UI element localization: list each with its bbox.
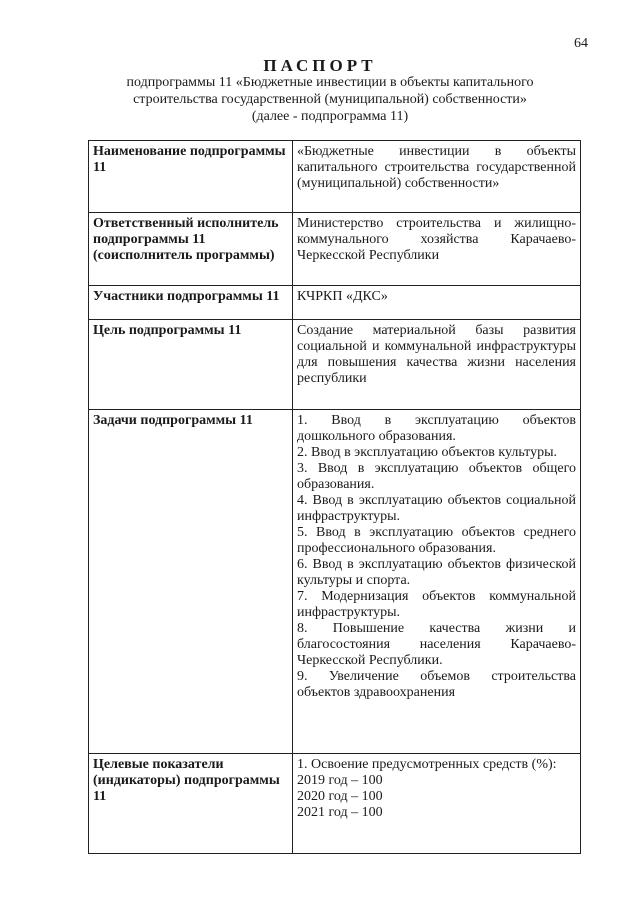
row-label: Цель подпрограммы 11 bbox=[89, 320, 293, 410]
subtitle-line: подпрограммы 11 «Бюджетные инвестиции в объекты капитального bbox=[126, 75, 534, 90]
list-item: 1. Освоение предусмотренных средств (%): bbox=[297, 757, 557, 772]
subtitle-line: строительства государственной (муниципальной) собственности» bbox=[133, 92, 527, 107]
subtitle-line: (далее - подпрограмма 11) bbox=[251, 109, 409, 124]
row-value: КЧРКП «ДКС» bbox=[293, 286, 581, 320]
document-title: ПАСПОРТ bbox=[263, 56, 377, 75]
row-label: Задачи подпрограммы 11 bbox=[89, 410, 293, 754]
table-row-name bbox=[89, 141, 581, 213]
table-row-executor bbox=[89, 213, 581, 286]
row-value: «Бюджетные инвестиции в объекты капитального строительства государственной (муниципальной) собственности» bbox=[293, 141, 581, 213]
row-label: Наименование подпрограммы 11 bbox=[89, 141, 293, 213]
list-item: 1. Ввод в эксплуатацию объектов дошкольного образования. bbox=[297, 413, 576, 444]
list-item: 2019 год – 100 bbox=[297, 773, 383, 788]
list-item: 2021 год – 100 bbox=[297, 805, 383, 820]
list-item: 5. Ввод в эксплуатацию объектов среднего профессионального образования. bbox=[297, 525, 576, 556]
row-label: Участники подпрограммы 11 bbox=[89, 286, 293, 320]
list-item: 9. Увеличение объемов строительства объектов здравоохранения bbox=[297, 669, 576, 700]
row-value-list bbox=[293, 410, 581, 754]
document-subtitle bbox=[95, 74, 565, 125]
table-row-goal bbox=[89, 320, 581, 410]
row-value: Создание материальной базы развития социальной и коммунальной инфраструктуры для повышения качества жизни населения республики bbox=[293, 320, 581, 410]
table-row-tasks bbox=[89, 410, 581, 754]
list-item: 6. Ввод в эксплуатацию объектов физической культуры и спорта. bbox=[297, 557, 576, 588]
list-item: 2. Ввод в эксплуатацию объектов культуры. bbox=[297, 445, 558, 460]
page-number: 64 bbox=[574, 36, 588, 51]
list-item: 8. Повышение качества жизни и благосостояния населения Карачаево-Черкесской Республики. bbox=[297, 621, 576, 668]
row-label: Целевые показатели (индикаторы) подпрограммы 11 bbox=[89, 754, 293, 854]
table-row-participants bbox=[89, 286, 581, 320]
table-row-indicators bbox=[89, 754, 581, 854]
row-value-list bbox=[293, 754, 581, 854]
passport-table bbox=[88, 140, 581, 854]
list-item: 3. Ввод в эксплуатацию объектов общего образования. bbox=[297, 461, 576, 492]
list-item: 7. Модернизация объектов коммунальной инфраструктуры. bbox=[297, 589, 576, 620]
row-label: Ответственный исполнитель подпрограммы 11 (соисполнитель программы) bbox=[89, 213, 293, 286]
row-value: Министерство строительства и жилищно-коммунального хозяйства Карачаево-Черкесской Республики bbox=[293, 213, 581, 286]
list-item: 2020 год – 100 bbox=[297, 789, 383, 804]
list-item: 4. Ввод в эксплуатацию объектов социальной инфраструктуры. bbox=[297, 493, 576, 524]
